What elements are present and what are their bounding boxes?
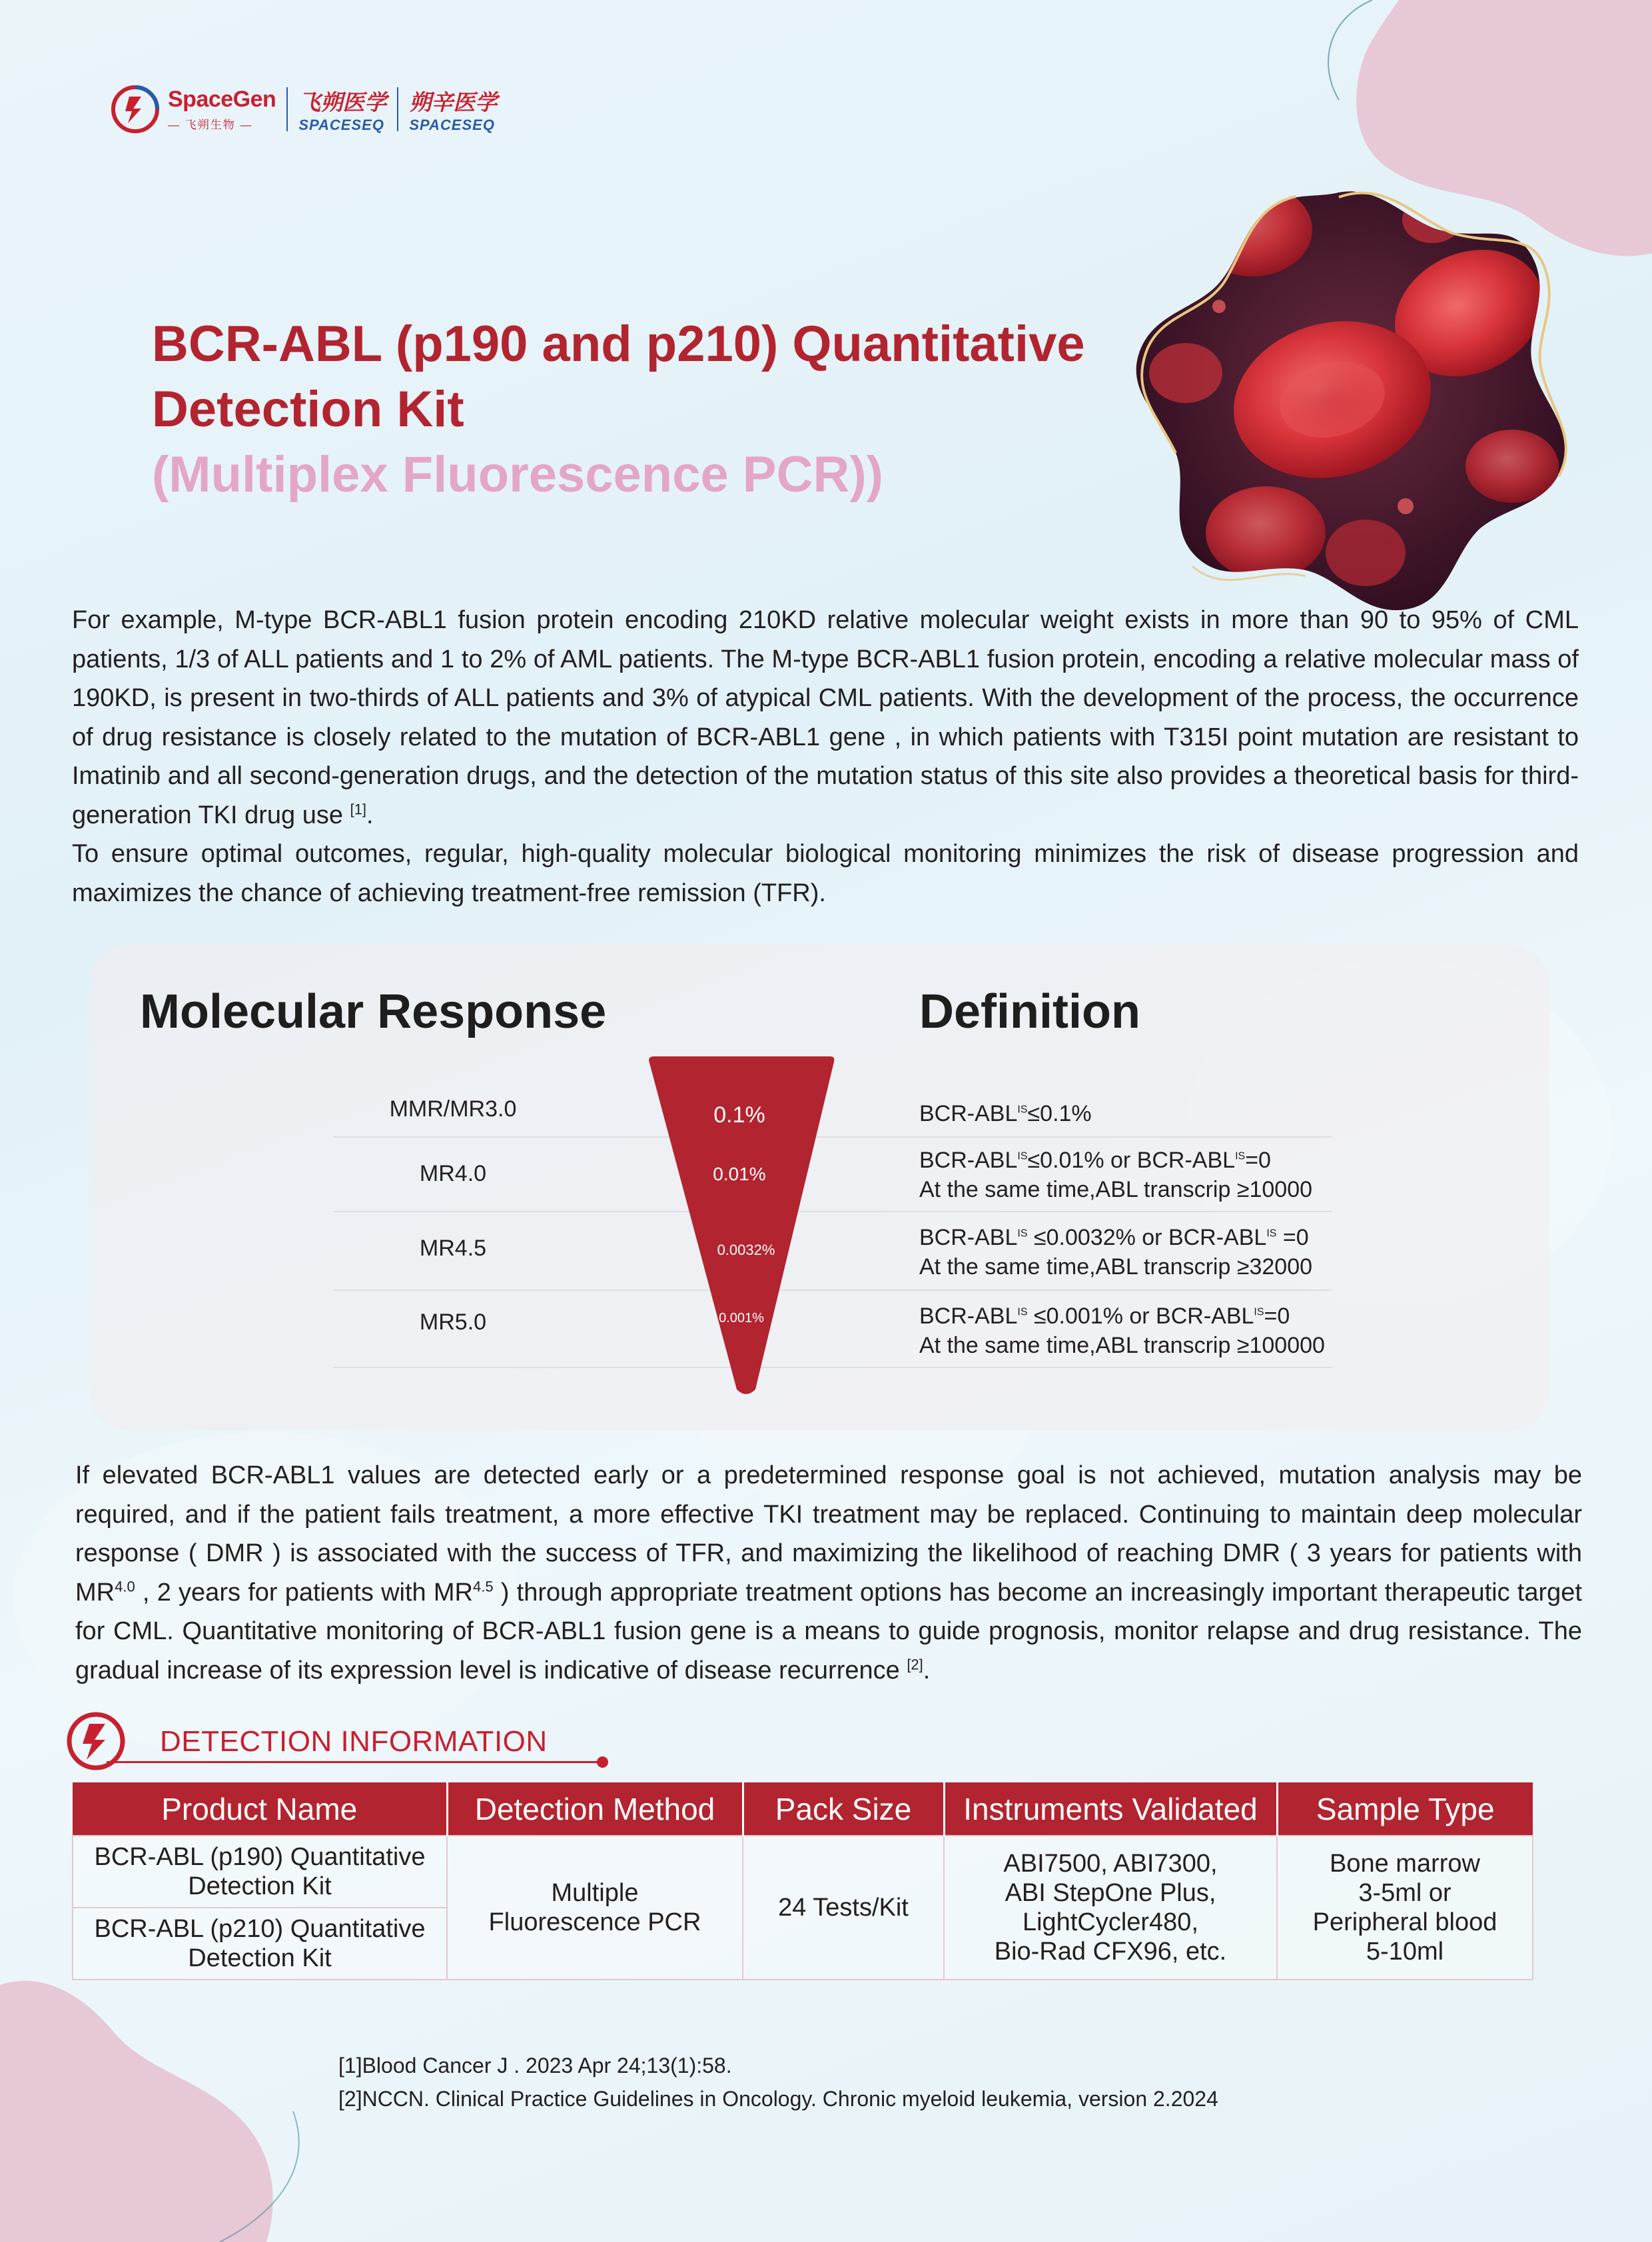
reference-1: [1]Blood Cancer J . 2023 Apr 24;13(1):58. (338, 2054, 732, 2077)
funnel-pct-mmr: 0.1% (713, 1102, 765, 1128)
detection-info-underline (107, 1761, 605, 1763)
product-p190: BCR-ABL (p190) Quantitative Detection Kit (73, 1836, 447, 1908)
intro-text (72, 601, 1579, 913)
sub-brand-1-en: SPACESEQ (298, 116, 384, 133)
sub-brand-2-en: SPACESEQ (409, 116, 495, 133)
brand-name-cn: — 飞朔生物 — (168, 119, 253, 131)
definition-mr5: BCR-$ABL^{IS} \le 0.001\%$ or BCR-$ABL^{IS}=0$ At the same time,ABL transcrip ≥100000 (919, 1304, 1325, 1358)
sub-brand-1-cn: 飞朔医学 (298, 89, 387, 115)
header-detection-method: Detection Method (447, 1782, 743, 1836)
funnel-pct-mr5: 0.001% (719, 1311, 764, 1325)
instruments-cell: ABI7500, ABI7300, ABI StepOne Plus, LightCycler480, Bio-Rad CFX96, etc. (944, 1836, 1277, 1980)
sample-type-cell: Bone marrow 3-5ml or Peripheral blood 5-10ml (1277, 1836, 1533, 1980)
mr-label-mr45: MR4.5 (419, 1236, 487, 1261)
title-line-1: BCR-ABL (p190 and p210) Quantitative (152, 316, 1085, 372)
table-header-row (73, 1782, 1533, 1836)
header-product-name: Product Name (73, 1782, 447, 1836)
mr-label-mr4: MR4.0 (419, 1161, 487, 1186)
pack-size-cell: 24 Tests/Kit (743, 1836, 944, 1980)
product-p210: BCR-ABL (p210) Quantitative Detection Kit (73, 1908, 447, 1980)
spacegen-logo-icon (111, 85, 160, 134)
detection-info-dot (597, 1756, 608, 1768)
funnel-pct-mr4: 0.01% (713, 1164, 766, 1184)
definition-mr4: BCR-$ABL^{IS}\le 0.01\%$ or BCR-$ABL^{IS}=0$ At the same time,ABL transcrip ≥10000 (919, 1148, 1313, 1202)
title-line-2: Detection Kit (152, 381, 464, 438)
definition-heading: Definition (919, 985, 1140, 1038)
detection-info-title: DETECTION INFORMATION (160, 1725, 548, 1758)
brand-divider (397, 87, 398, 131)
sub-brand-2-cn: 朔辛医学 (409, 89, 498, 115)
funnel-pct-mr45: 0.0032% (717, 1242, 775, 1258)
citation-1: [1] (350, 800, 367, 817)
table-row (73, 1836, 1533, 1908)
mr-label-mr5: MR5.0 (419, 1309, 487, 1335)
brand-header (111, 83, 497, 136)
brand-name: SpaceGen (168, 87, 276, 112)
header-instruments: Instruments Validated (944, 1782, 1277, 1836)
definition-mmr: BCR-$ABL^{IS}\le 0.1\%$ (919, 1101, 1092, 1126)
monitoring-paragraph: If elevated BCR-ABL1 values are detected early or a predetermined response goal is not achieved, mutation analysis may be required, and if the patient fails treatment, a more effective TKI treatment may be replaced. Continuing to maintain deep molecular response ( DMR ) is associated with the success of TFR, and maximizing the likelihood of reaching DMR ( 3 years for patients with $MR^{4.0}$ , 2 years for patients with $MR^{4.5}$ ) through appropriate treatment options has become an increasingly important therapeutic target for CML. Quantitative monitoring of BCR-ABL1 fusion gene is a means to guide prognosis, monitor relapse and drug resistance. The gradual increase of its expression level is indicative of disease recurrence [2]. (75, 1461, 1582, 1684)
detection-method-cell: Multiple Fluorescence PCR (447, 1836, 743, 1980)
intro-paragraph-1: For example, M-type BCR-ABL1 fusion protein encoding 210KD relative molecular weight exists in more than 90 to 95% of CML patients, 1/3 of ALL patients and 1 to 2% of AML patients. The M-type BCR-ABL1 fusion protein, encoding a relative molecular mass of 190KD, is present in two-thirds of ALL patients and 3% of atypical CML patients. With the development of the process, the occurrence of drug resistance is closely related to the mutation of BCR-ABL1 gene , in which patients with T315I point mutation are resistant to Imatinib and all second-generation drugs, and the detection of the mutation status of this site also provides a theoretical basis for third-generation TKI drug use [1]. (72, 606, 1579, 829)
citation-2: [2] (907, 1655, 923, 1673)
reference-2: [2]NCCN. Clinical Practice Guidelines in Oncology. Chronic myeloid leukemia, version 2.2024 (338, 2087, 1218, 2111)
monitoring-text (75, 1456, 1582, 1690)
intro-paragraph-2: To ensure optimal outcomes, regular, high-quality molecular biological monitoring minimizes the risk of disease progression and maximizes the chance of achieving treatment-free remission (TFR). (72, 840, 1579, 907)
header-pack-size: Pack Size (743, 1782, 944, 1836)
detection-info-table (72, 1782, 1533, 1980)
molecular-response-heading: Molecular Response (140, 985, 607, 1038)
title-subtitle: (Multiplex Fluorescence PCR)) (152, 446, 883, 503)
references (338, 2049, 1218, 2115)
page-title (152, 312, 1151, 508)
definition-mr45: BCR-$ABL^{IS} \le 0.0032\%$ or BCR-$ABL^{IS} =0$ At the same time,ABL transcrip ≥32000 (919, 1225, 1313, 1280)
header-sample-type: Sample Type (1277, 1782, 1533, 1836)
mr-label-mmr: MMR/MR3.0 (389, 1096, 517, 1122)
brand-divider (286, 87, 288, 131)
